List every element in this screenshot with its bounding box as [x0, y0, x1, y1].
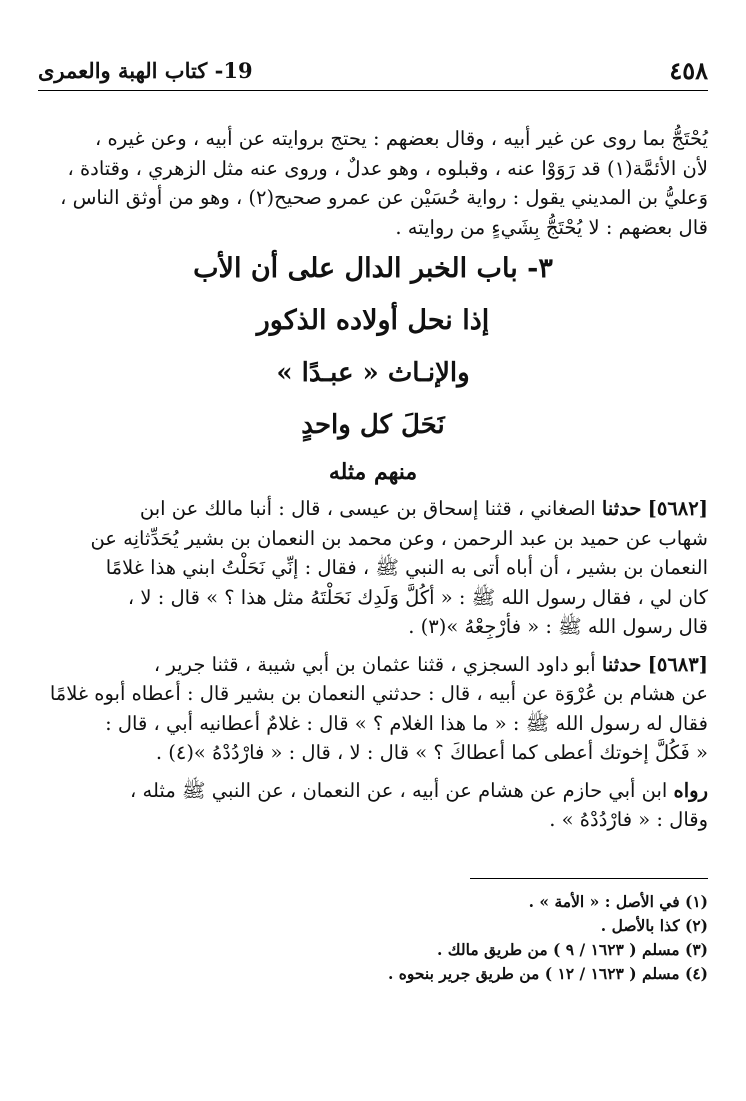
- hadith-line: النعمان بن بشير ، أن أباه أتى به النبي ﷺ ، فقال : إنِّي نَحَلْتُ ابني هذا غلامًا: [105, 556, 708, 579]
- footnote: (٣) مسلم ( ١٦٢٣ / ٩ ) من طريق مالك .: [437, 940, 708, 959]
- hadith-line: شهاب عن حميد بن عبد الرحمن ، وعن محمد بن النعمان بن بشير يُحَدِّثانِه عن: [90, 526, 708, 550]
- chapter-heading-line: منهم مثله: [328, 459, 418, 485]
- hadith-number: [٥٦٨٣]: [647, 652, 708, 676]
- hadith-text: أبو داود السجزي ، قثنا عثمان بن أبي شيبة ، قثنا جرير ،: [153, 652, 602, 676]
- hadith-line: [38, 494, 708, 524]
- riwaya-line: وقال : « فارْدُدْهُ » .: [549, 808, 708, 831]
- header-rule: [38, 90, 708, 91]
- hadith-line: [38, 650, 708, 680]
- hadith-line: فقال له رسول الله ﷺ : « ما هذا الغلام ؟ » قال : غلامٌ أعطانيه أبي ، قال :: [105, 711, 708, 735]
- riwaya-paragraph: [38, 776, 708, 835]
- riwaya-text: ابن أبي حازم عن هشام عن أبيه ، عن النعمان ، عن النبي ﷺ مثله ،: [130, 778, 674, 802]
- chapter-heading-line: والإنـاث « عبـدًا »: [276, 358, 470, 388]
- hadith-line: « فَكُلَّ إخوتك أعطى كما أعطاكَ ؟ » قال : لا ، قال : « فارْدُدْهُ »(٤) .: [155, 741, 708, 764]
- footnote-rule: [470, 878, 708, 879]
- footnotes: [38, 890, 708, 986]
- footnote: (٢) كذا بالأصل .: [600, 916, 708, 935]
- chapter-heading-line: إذا نحل أولاده الذكور: [256, 305, 490, 336]
- page-number: ٤٥٨: [669, 56, 708, 85]
- footnote: (١) في الأصل : « الأمة » .: [528, 892, 708, 911]
- riwaya-line: [38, 776, 708, 806]
- hadith-line: كان لي ، فقال رسول الله ﷺ : « أكُلَّ وَلَدِك نَحَلْتَهُ مثل هذا ؟ » قال : لا ،: [127, 585, 708, 609]
- running-title: 19- كتاب الهبة والعمرى: [38, 58, 253, 83]
- intro-line: يُحْتَجُّ بما روى عن غير أبيه ، وقال بعضهم : يحتج بروايته عن أبيه ، وعن غيره ،: [94, 127, 708, 150]
- chapter-heading: [38, 244, 708, 492]
- chapter-heading-line: ٣- باب الخبر الدال على أن الأب: [193, 253, 553, 284]
- footnote: (٤) مسلم ( ١٦٢٣ / ١٢ ) من طريق جرير بنحوه .: [387, 964, 708, 983]
- hadith-opening: حدثنا: [601, 497, 642, 520]
- book-page: [38, 50, 708, 835]
- hadith-opening: حدثنا: [601, 652, 642, 676]
- chapter-heading-line: نَحَلَ كل واحدٍ: [301, 410, 445, 440]
- hadith-number: [٥٦٨٢]: [647, 497, 708, 520]
- page-header: [38, 50, 708, 88]
- intro-line: قال بعضهم : لا يُحْتَجُّ بِشَيءٍ من روايته .: [395, 215, 708, 239]
- hadith-5683: [38, 650, 708, 768]
- hadith-5682: [38, 494, 708, 642]
- intro-paragraph: [38, 124, 708, 242]
- intro-line: وَعليُّ بن المديني يقول : رواية حُسَيْن عن عمرو صحيح(٢) ، وهو من أوثق الناس ،: [60, 186, 708, 209]
- hadith-text: الصغاني ، قثنا إسحاق بن عيسى ، قال : أنبا مالك عن ابن: [139, 497, 602, 520]
- intro-line: لأن الأئمَّة(١) قد رَوَوْا عنه ، وقبلوه ، وهو عدلٌ ، وروى عنه مثل الزهري ، وقتادة ،: [67, 156, 708, 180]
- hadith-line: قال رسول الله ﷺ : « فأرْجِعْهُ »(٣) .: [408, 615, 708, 638]
- hadith-line: عن هشام بن عُرْوَة عن أبيه ، قال : حدثني النعمان بن بشير قال : أعطاه أبوه غلامًا: [49, 682, 708, 705]
- riwaya-lead: رواه: [673, 778, 708, 802]
